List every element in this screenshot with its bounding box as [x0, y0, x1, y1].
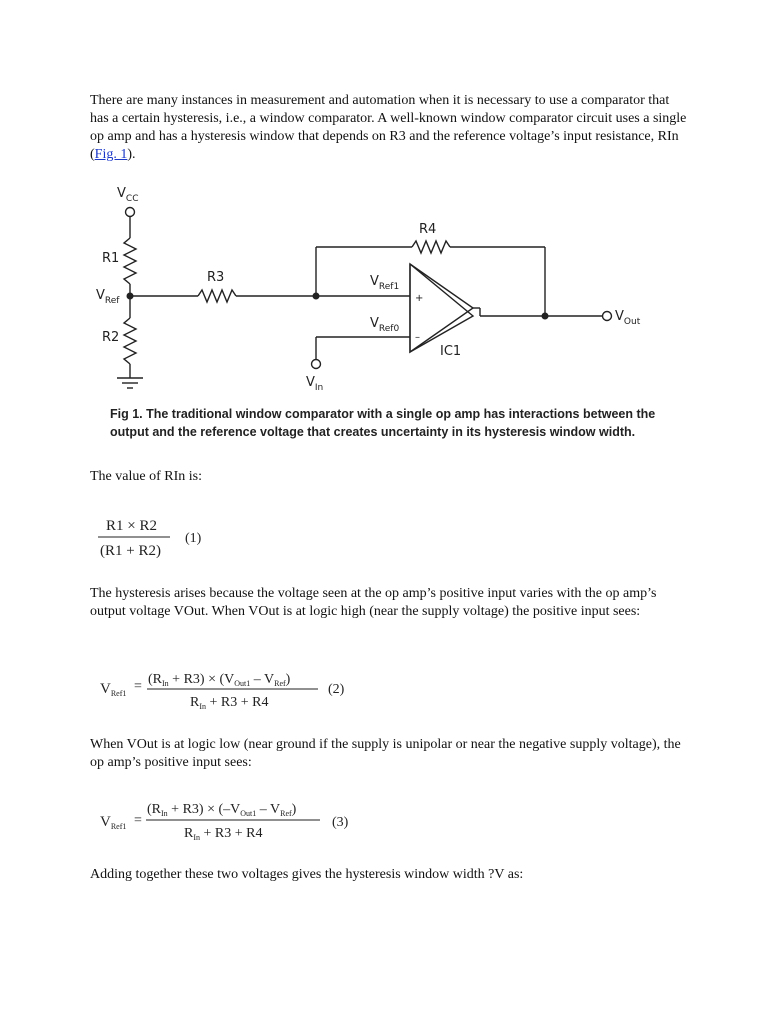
caption-line-2: output and the reference voltage that creates uncertainty in its hysteresis window width. — [110, 425, 636, 439]
eq1-denominator: (R1 + R2) — [100, 543, 161, 559]
vin-label: $V_{In}$ — [306, 375, 324, 393]
r3-label: R3 — [207, 270, 225, 285]
r2-label: R2 — [102, 330, 120, 345]
eq2-number: (2) — [328, 682, 345, 697]
r4-label: R4 — [419, 222, 437, 237]
eq2-numerator: $(R_{In} + R3) \times (V_{Out1} - V_{Ref})$ — [148, 672, 291, 688]
logic-low-paragraph: When VOut is at logic low (near ground if the supply is unipolar or near the negative supply voltage), the op amp’s positive input sees: — [90, 737, 681, 770]
hysteresis-paragraph: The hysteresis arises because the voltage seen at the op amp’s positive input varies with the op amp’s output voltage VOut. When VOut is at logic high (near the supply voltage) the positive input sees: — [90, 586, 657, 619]
eq3-number: (3) — [332, 815, 349, 830]
vcc-label: $V_{CC}$ — [117, 186, 139, 204]
eq2-lhs: $V_{Ref1}$ — [100, 681, 127, 698]
eq2-equals: = — [134, 679, 142, 694]
eq1-numerator: R1 × R2 — [106, 518, 157, 534]
eq3-numerator: $(R_{In} + R3) \times (-V_{Out1} - V_{Ref})$ — [147, 802, 297, 818]
ic1-label: IC1 — [440, 344, 462, 359]
window-width-paragraph: Adding together these two voltages gives the hysteresis window width ?V as: — [90, 867, 524, 882]
vout-label: $V_{Out}$ — [615, 309, 641, 327]
r1-label: R1 — [102, 251, 120, 266]
vref-label: $V_{Ref}$ — [96, 288, 120, 306]
intro-text: There are many instances in measurement and automation when it is necessary to use a comparator that has a certain hysteresis, i.e., a window comparator. A well-known window comparator circuit uses a single op amp and has a hysteresis window that depends on R3 and the reference voltage’s input resistance, RIn ( — [90, 93, 687, 162]
vref0-label: $V_{Ref0}$ — [370, 316, 400, 334]
fig1-link[interactable]: Fig. 1 — [94, 147, 128, 162]
intro-text-end: ). — [127, 147, 136, 162]
vref1-label: $V_{Ref1}$ — [370, 274, 400, 292]
plus-input-label: + — [415, 293, 424, 304]
eq3-equals: = — [134, 813, 142, 828]
minus-input-label: – — [415, 332, 420, 343]
eq3-denominator: $R_{In} + R3 + R4$ — [184, 826, 263, 842]
eq2-denominator: $R_{In} + R3 + R4$ — [190, 695, 269, 711]
rin-intro-paragraph: The value of RIn is: — [90, 469, 202, 484]
eq1-number: (1) — [185, 531, 202, 546]
caption-line-1: Fig 1. The traditional window comparator with a single op amp has interactions between the — [110, 407, 656, 421]
eq3-lhs: $V_{Ref1}$ — [100, 814, 127, 831]
